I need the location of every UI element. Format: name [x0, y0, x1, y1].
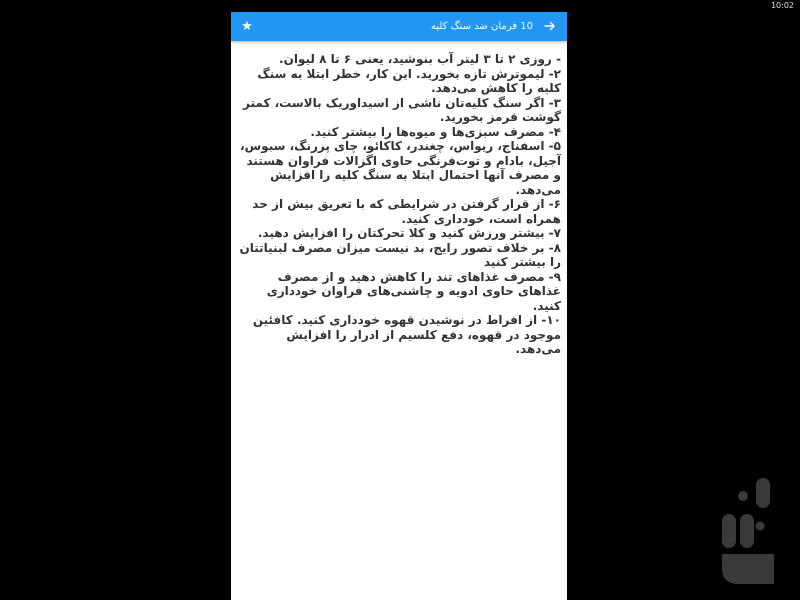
tip-8: ۸- بر خلاف تصور رایج، بد نیست میزان مصرف لبنیاتتان را بیشتر کنید	[239, 240, 561, 269]
bazaar-logo-icon	[716, 474, 782, 592]
tip-7: ۷- بیشتر ورزش کنید و کلا تحرکتان را افزایش دهید.	[257, 226, 561, 240]
tips-content	[239, 52, 561, 357]
page-title: 10 فرمان ضد سنگ کلیه	[430, 21, 533, 32]
tip-1: - روزی ۲ تا ۳ لیتر آب بنوشید، یعنی ۶ تا ۸ لیوان.	[279, 52, 561, 66]
tip-4: ۴- مصرف سبزی‌ها و میوه‌ها را بیشتر کنید.	[310, 124, 561, 139]
tip-5: ۵- اسفناج، ریواس، چغندر، کاکائو، چای پررنگ، سبوس، آجیل، بادام و توت‌فرنگی حاوی اگزالات فراوان هستند و مصرف آنها احتمال ابتلا به سنگ کلیه را افزایش می‌دهد.	[240, 139, 561, 197]
tip-3: ۳- اگر سنگ کلیه‌تان ناشی از اسیداوریک بالاست، کمتر گوشت قرمز بخورید.	[243, 95, 561, 124]
status-bar	[0, 0, 800, 12]
tip-10: ۱۰- از افراط در نوشیدن قهوه خودداری کنید. کافئین موجود در قهوه، دفع کلسیم از ادرار را افزایش می‌دهد.	[252, 313, 561, 356]
tip-6: ۶- از قرار گرفتن در شرایطی که با تعریق بیش از حد همراه است، خودداری کنید.	[252, 197, 561, 226]
tip-9: ۹- مصرف غذاهای تند را کاهش دهید و از مصرف غذاهای حاوی ادویه و چاشنی‌های فراوان خودداری کنید.	[266, 269, 561, 313]
tip-2: ۲- لیموترش تازه بخورید. این کار، خطر ابتلا به سنگ کلیه را کاهش می‌دهد.	[257, 66, 561, 95]
star-icon[interactable]: ★	[241, 18, 253, 34]
app-bar	[231, 12, 567, 41]
app-screen	[231, 12, 567, 600]
status-time: 10:02	[770, 1, 794, 10]
arrow-right-icon[interactable]	[539, 15, 561, 37]
